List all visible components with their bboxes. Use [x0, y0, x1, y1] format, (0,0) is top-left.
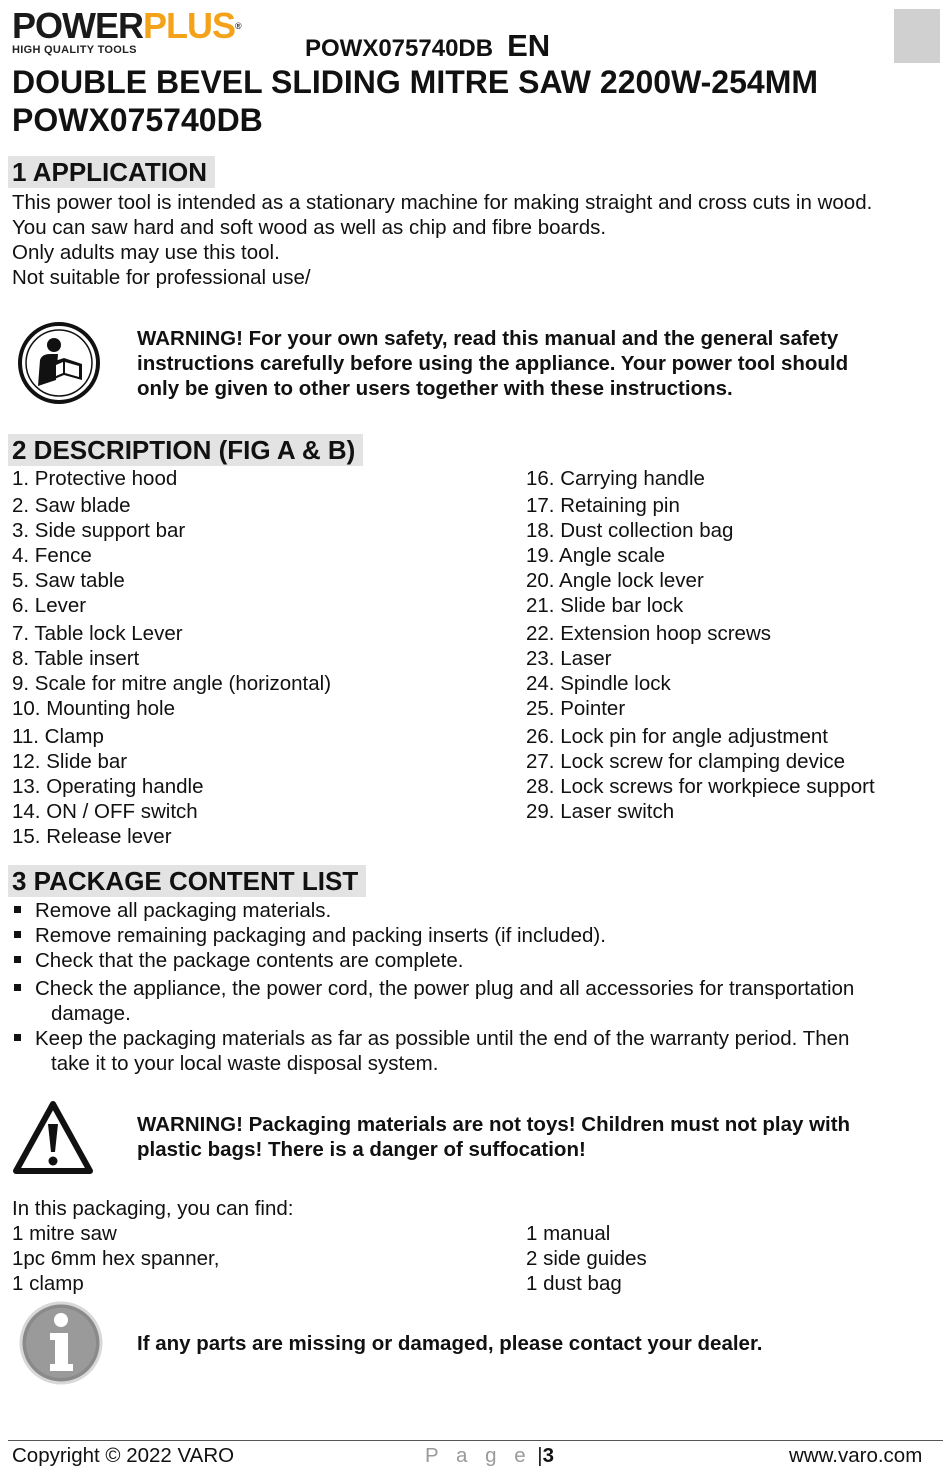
warning-triangle-icon — [12, 1100, 94, 1176]
bullet-square-icon — [14, 906, 21, 913]
package-item: 2 side guides — [526, 1247, 647, 1270]
part-list-item: 21. Slide bar lock — [526, 594, 684, 617]
part-list-item: 29. Laser switch — [526, 800, 675, 823]
part-list-item: 3. Side support bar — [12, 519, 186, 542]
part-list-item: 28. Lock screws for workpiece support — [526, 775, 875, 798]
part-list-item: 1. Protective hood — [12, 467, 178, 490]
package-item: 1 manual — [526, 1222, 611, 1245]
part-list-item: 5. Saw table — [12, 569, 125, 592]
section-heading-description: 2 DESCRIPTION (FIG A & B) — [8, 434, 363, 466]
footer-divider — [8, 1440, 943, 1441]
package-bullet-text: Remove remaining packaging and packing inserts (if included). — [35, 924, 606, 947]
footer-copyright: Copyright © 2022 VARO — [12, 1444, 235, 1467]
footer-page-label: P a g e — [425, 1444, 532, 1467]
package-item: 1 clamp — [12, 1272, 84, 1295]
application-line: Only adults may use this tool. — [12, 241, 280, 264]
package-find-intro: In this packaging, you can find: — [12, 1197, 294, 1220]
part-list-item: 7. Table lock Lever — [12, 622, 183, 645]
section-heading-application: 1 APPLICATION — [8, 156, 215, 188]
footer-website-link[interactable]: www.varo.com — [789, 1444, 923, 1467]
package-bullet — [12, 976, 854, 1001]
part-list-item: 4. Fence — [12, 544, 92, 567]
package-item: 1 dust bag — [526, 1272, 622, 1295]
application-line: You can saw hard and soft wood as well as chip and fibre boards. — [12, 216, 607, 239]
missing-parts-notice: If any parts are missing or damaged, please contact your dealer. — [137, 1332, 763, 1355]
part-list-item: 8. Table insert — [12, 647, 140, 670]
part-list-item: 13. Operating handle — [12, 775, 204, 798]
logo-power-text: POWER — [12, 5, 144, 46]
read-manual-icon — [16, 320, 102, 406]
part-list-item: 15. Release lever — [12, 825, 172, 848]
info-icon — [18, 1300, 104, 1386]
logo-plus-text: PLUS — [143, 5, 236, 46]
part-list-item: 18. Dust collection bag — [526, 519, 734, 542]
application-line: Not suitable for professional use/ — [12, 266, 311, 289]
corner-tab — [894, 9, 940, 63]
part-list-item: 22. Extension hoop screws — [526, 622, 771, 645]
package-bullet-text: Check the appliance, the power cord, the power plug and all accessories for transportation — [35, 977, 855, 1000]
part-list-item: 14. ON / OFF switch — [12, 800, 198, 823]
safety-warning-line: WARNING! For your own safety, read this manual and the general safety — [137, 327, 839, 350]
safety-warning-line: instructions carefully before using the appliance. Your power tool should — [137, 352, 849, 375]
package-bullet-continuation: damage. — [51, 1002, 131, 1025]
part-list-item: 6. Lever — [12, 594, 87, 617]
package-bullet-continuation: take it to your local waste disposal system. — [51, 1052, 439, 1075]
package-bullet-text: Remove all packaging materials. — [35, 899, 332, 922]
packaging-warning-line: WARNING! Packaging materials are not toys! Children must not play with — [137, 1113, 851, 1136]
bullet-square-icon — [14, 956, 21, 963]
package-bullet-text: Check that the package contents are complete. — [35, 949, 464, 972]
package-item: 1pc 6mm hex spanner, — [12, 1247, 220, 1270]
part-list-item: 10. Mounting hole — [12, 697, 175, 720]
header-language: EN — [507, 28, 551, 63]
title-line-2: POWX075740DB — [12, 102, 263, 138]
package-bullet — [12, 923, 606, 948]
footer-page-indicator — [425, 1443, 554, 1469]
package-bullet-text: Keep the packaging materials as far as possible until the end of the warranty period. Then — [35, 1027, 850, 1050]
page-title — [12, 63, 818, 139]
part-list-item: 16. Carrying handle — [526, 467, 705, 490]
part-list-item: 24. Spindle lock — [526, 672, 671, 695]
logo-tagline: HIGH QUALITY TOOLS — [12, 44, 137, 56]
package-bullet — [12, 898, 331, 923]
package-bullet — [12, 1026, 849, 1051]
part-list-item: 11. Clamp — [12, 725, 104, 748]
part-list-item: 27. Lock screw for clamping device — [526, 750, 846, 773]
part-list-item: 9. Scale for mitre angle (horizontal) — [12, 672, 332, 695]
footer-page-number: 3 — [542, 1444, 555, 1467]
part-list-item: 17. Retaining pin — [526, 494, 680, 517]
part-list-item: 19. Angle scale — [526, 544, 666, 567]
bullet-square-icon — [14, 931, 21, 938]
bullet-square-icon — [14, 1034, 21, 1041]
powerplus-logo — [12, 5, 241, 56]
part-list-item: 25. Pointer — [526, 697, 626, 720]
bullet-square-icon — [14, 984, 21, 991]
part-list-item: 26. Lock pin for angle adjustment — [526, 725, 828, 748]
section-heading-package: 3 PACKAGE CONTENT LIST — [8, 865, 366, 897]
title-line-1: DOUBLE BEVEL SLIDING MITRE SAW 2200W-254MM — [12, 64, 818, 100]
part-list-item: 12. Slide bar — [12, 750, 128, 773]
package-item: 1 mitre saw — [12, 1222, 117, 1245]
application-line: This power tool is intended as a stationary machine for making straight and cross cuts in wood. — [12, 191, 873, 214]
header-model — [305, 28, 550, 64]
part-list-item: 20. Angle lock lever — [526, 569, 704, 592]
logo-registered-mark: ® — [235, 21, 241, 31]
package-bullet — [12, 948, 463, 973]
header-model-number: POWX075740DB — [305, 35, 494, 62]
part-list-item: 2. Saw blade — [12, 494, 131, 517]
packaging-warning-line: plastic bags! There is a danger of suffocation! — [137, 1138, 586, 1161]
footer-separator: | — [537, 1444, 543, 1467]
part-list-item: 23. Laser — [526, 647, 612, 670]
safety-warning-line: only be given to other users together with these instructions. — [137, 377, 733, 400]
